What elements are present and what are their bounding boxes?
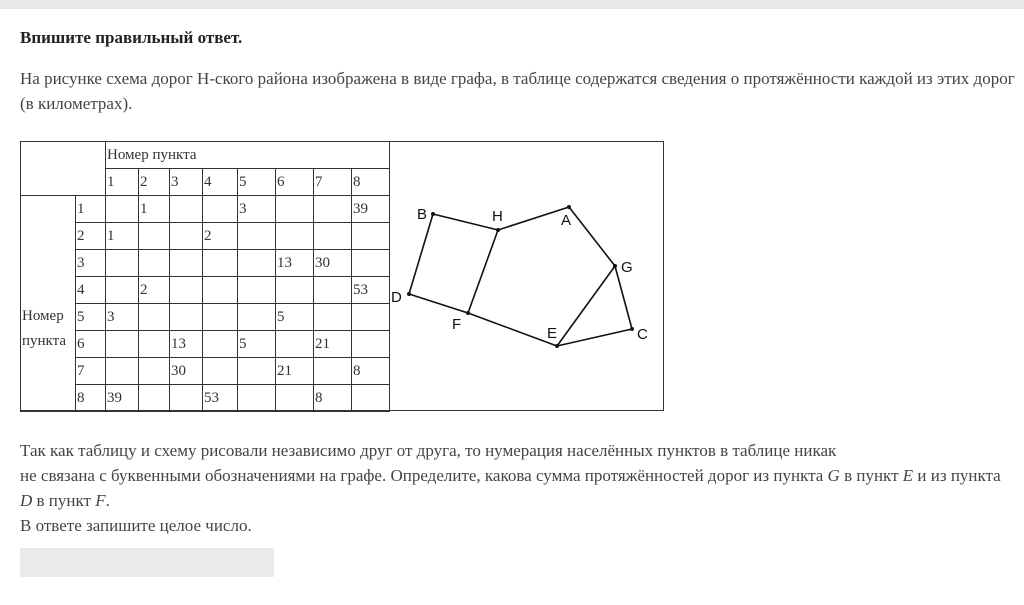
distance-cell xyxy=(203,331,238,358)
node-label-g: G xyxy=(621,259,633,276)
table-body xyxy=(21,142,390,412)
distance-cell xyxy=(170,304,203,331)
road-graph xyxy=(390,142,662,410)
table-row xyxy=(21,196,390,223)
row-number: 6 xyxy=(76,331,106,358)
distance-cell xyxy=(170,196,203,223)
node-g xyxy=(613,264,617,268)
question-text: и из пункта xyxy=(913,466,1001,485)
var-e: E xyxy=(902,466,914,485)
distance-cell: 21 xyxy=(314,331,352,358)
task-intro: На рисунке схема дорог Н-ского района изображена в виде графа, в таблице содержатся сведения о протяжённости каждой из этих дорог (в километрах). xyxy=(20,69,1015,113)
figure-frame xyxy=(20,141,664,411)
row-header-line: пункта xyxy=(22,332,67,349)
distance-cell xyxy=(314,223,352,250)
distance-cell xyxy=(276,385,314,412)
distance-cell xyxy=(276,331,314,358)
distance-cell xyxy=(203,277,238,304)
distance-cell xyxy=(238,304,276,331)
distance-cell xyxy=(106,331,139,358)
question-text: в пункт xyxy=(32,491,96,510)
distance-cell xyxy=(352,331,390,358)
distance-cell: 53 xyxy=(203,385,238,412)
distance-cell: 1 xyxy=(106,223,139,250)
table-row xyxy=(21,223,390,250)
table-row xyxy=(21,385,390,412)
distance-cell: 13 xyxy=(170,331,203,358)
distance-cell xyxy=(238,385,276,412)
distance-cell xyxy=(238,277,276,304)
table-header-row xyxy=(21,142,390,169)
column-number: 8 xyxy=(352,169,390,196)
distance-cell xyxy=(106,196,139,223)
distance-cell: 3 xyxy=(238,196,276,223)
distance-cell: 53 xyxy=(352,277,390,304)
distance-cell xyxy=(314,196,352,223)
distance-cell: 30 xyxy=(314,250,352,277)
distance-cell xyxy=(276,277,314,304)
column-number: 6 xyxy=(276,169,314,196)
distance-cell xyxy=(170,223,203,250)
distance-cell xyxy=(314,277,352,304)
distance-cell xyxy=(203,250,238,277)
distance-cell xyxy=(139,250,170,277)
distance-cell: 8 xyxy=(314,385,352,412)
distance-cell xyxy=(314,358,352,385)
distance-cell xyxy=(106,250,139,277)
distance-cell xyxy=(352,385,390,412)
distance-cell xyxy=(139,385,170,412)
node-label-e: E xyxy=(547,325,558,342)
column-number: 3 xyxy=(170,169,203,196)
distance-cell: 2 xyxy=(203,223,238,250)
distance-cell xyxy=(276,223,314,250)
node-label-d: D xyxy=(391,289,402,306)
table-row xyxy=(21,304,390,331)
distance-cell xyxy=(170,385,203,412)
node-f xyxy=(466,311,470,315)
var-g: G xyxy=(827,466,840,485)
distance-cell xyxy=(314,304,352,331)
distance-cell: 30 xyxy=(170,358,203,385)
node-a xyxy=(567,205,571,209)
distance-cell xyxy=(106,277,139,304)
distance-cell: 13 xyxy=(276,250,314,277)
distance-cell: 5 xyxy=(276,304,314,331)
distance-cell: 1 xyxy=(139,196,170,223)
question-line-2 xyxy=(20,463,1015,513)
distance-cell xyxy=(139,304,170,331)
distance-cell xyxy=(352,250,390,277)
distance-cell xyxy=(352,223,390,250)
distance-cell xyxy=(203,196,238,223)
column-number: 4 xyxy=(203,169,238,196)
distance-cell xyxy=(139,223,170,250)
row-number: 5 xyxy=(76,304,106,331)
row-header-line: Номер xyxy=(22,307,64,324)
distance-cell xyxy=(352,304,390,331)
distance-cell xyxy=(238,358,276,385)
road-edge-a-g xyxy=(569,207,615,266)
node-label-f: F xyxy=(452,316,462,333)
question-line-3: В ответе запишите целое число. xyxy=(20,516,252,535)
distance-cell xyxy=(106,358,139,385)
column-header: Номер пункта xyxy=(106,142,390,169)
node-b xyxy=(431,212,435,216)
task-question xyxy=(20,438,1015,538)
distance-cell xyxy=(203,304,238,331)
distance-cell xyxy=(238,250,276,277)
distance-cell xyxy=(238,223,276,250)
table-corner xyxy=(21,142,106,196)
table-row xyxy=(21,358,390,385)
distance-cell: 39 xyxy=(106,385,139,412)
road-edge-f-d xyxy=(409,294,468,313)
distance-cell: 2 xyxy=(139,277,170,304)
distance-cell xyxy=(170,250,203,277)
column-number: 2 xyxy=(139,169,170,196)
row-number: 1 xyxy=(76,196,106,223)
distance-cell xyxy=(139,331,170,358)
row-number: 3 xyxy=(76,250,106,277)
table-row xyxy=(21,331,390,358)
node-label-h: H xyxy=(492,208,503,225)
table-row xyxy=(21,277,390,304)
task-heading: Впишите правильный ответ. xyxy=(20,28,243,47)
distance-cell: 21 xyxy=(276,358,314,385)
column-number: 7 xyxy=(314,169,352,196)
row-number: 7 xyxy=(76,358,106,385)
var-f: F xyxy=(95,491,106,510)
question-text: не связана с буквенными обозначениями на графе. Определите, какова сумма протяжённостей дорог из пункта xyxy=(20,466,828,485)
road-edge-h-a xyxy=(498,207,572,230)
distance-cell: 8 xyxy=(352,358,390,385)
distance-cell xyxy=(276,196,314,223)
road-edge-d-b xyxy=(409,214,433,294)
node-label-a: A xyxy=(561,212,572,229)
distance-table xyxy=(20,141,390,412)
node-c xyxy=(630,327,634,331)
node-d xyxy=(407,292,411,296)
node-label-c: C xyxy=(637,326,648,343)
road-edge-e-f xyxy=(468,313,557,346)
question-text: . xyxy=(105,491,110,510)
top-bar xyxy=(0,0,1024,9)
answer-input[interactable] xyxy=(20,548,274,577)
distance-cell: 5 xyxy=(238,331,276,358)
row-header xyxy=(21,196,76,412)
row-number: 8 xyxy=(76,385,106,412)
row-number: 4 xyxy=(76,277,106,304)
distance-cell xyxy=(139,358,170,385)
node-h xyxy=(496,228,500,232)
distance-cell: 3 xyxy=(106,304,139,331)
node-label-b: B xyxy=(417,206,428,223)
distance-cell xyxy=(203,358,238,385)
table-row xyxy=(21,250,390,277)
node-e xyxy=(555,344,559,348)
question-text: в пункт xyxy=(839,466,903,485)
distance-cell xyxy=(170,277,203,304)
road-edge-e-g xyxy=(557,266,615,346)
row-number: 2 xyxy=(76,223,106,250)
distance-cell: 39 xyxy=(352,196,390,223)
column-number: 1 xyxy=(106,169,139,196)
question-line-1: Так как таблицу и схему рисовали независимо друг от друга, то нумерация населённых пунктов в таблице никак xyxy=(20,441,837,460)
road-edge-h-f xyxy=(468,230,498,313)
column-number: 5 xyxy=(238,169,276,196)
road-edge-b-h xyxy=(433,214,498,230)
var-d: D xyxy=(20,491,33,510)
